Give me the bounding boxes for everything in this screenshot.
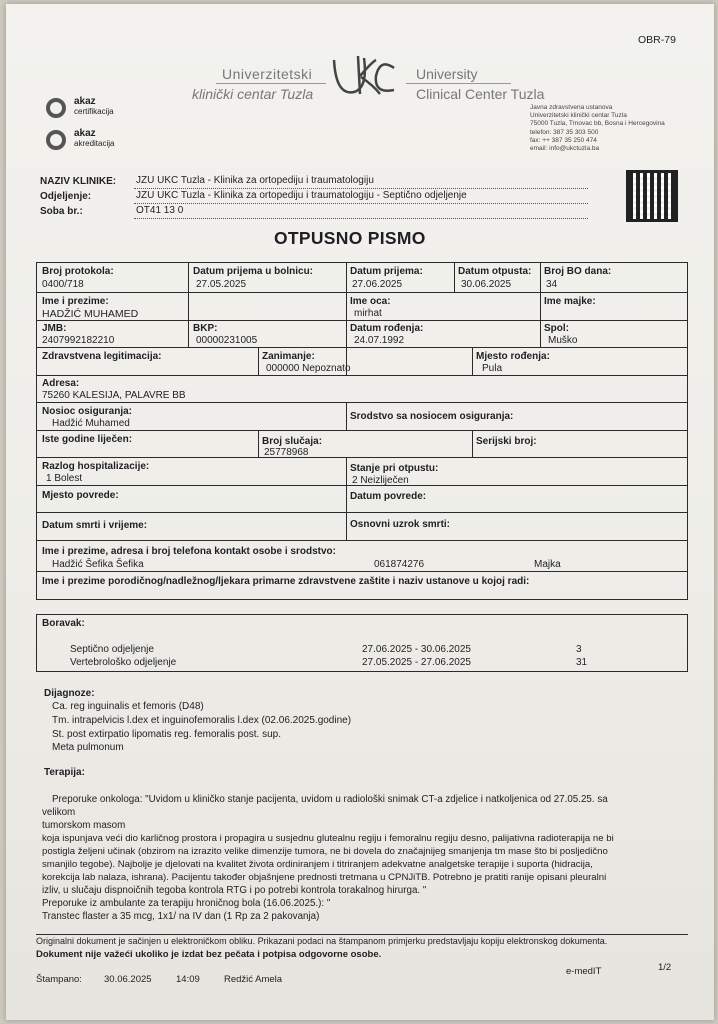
table-rule — [36, 347, 688, 348]
table-rule — [36, 512, 688, 513]
discharge-state-value: 2 Neizliječen — [352, 475, 409, 486]
jmb-label: JMB: — [42, 323, 67, 334]
dotted-line — [134, 203, 588, 204]
table-rule — [36, 457, 688, 458]
footer-rule — [36, 934, 688, 935]
stay-label: Boravak: — [42, 618, 85, 629]
mother-name-label: Ime majke: — [544, 296, 596, 307]
table-col-rule — [540, 262, 541, 320]
treated-same-year-label: Iste godine liječen: — [42, 434, 133, 445]
therapy-line: Preporuke onkologa: "Uvidom u kliničko stanje pacijenta, uvidom u radiološki snimak CT-a zdjelice i natkoljenica od 27.05.25. sa — [52, 794, 608, 805]
discharge-date-label: Datum otpusta: — [458, 266, 532, 277]
address-line: Javna zdravstvena ustanova — [530, 104, 613, 111]
header-name-en-1: University — [416, 66, 478, 82]
footer-system: e-medIT — [566, 966, 602, 977]
stay-dates: 27.06.2025 - 30.06.2025 — [362, 644, 471, 655]
address-line: email: info@ukctuzla.ba — [530, 145, 600, 153]
bkp-label: BKP: — [193, 323, 218, 334]
table-col-rule — [472, 430, 473, 457]
printed-time: 14:09 — [176, 974, 200, 985]
therapy-line: smanjilo tegobe). Najbolje je djelovati na kvalitet života ordiniranjem i titriranjem adekvatne analgetske terapije i suporta (hidracija, — [42, 859, 593, 870]
occupation-label: Zanimanje: — [262, 351, 315, 362]
birth-place-label: Mjesto rođenja: — [476, 351, 550, 362]
form-code: OBR-79 — [638, 34, 676, 46]
header-rule-right — [406, 83, 511, 84]
bo-days-label: Broj BO dana: — [544, 266, 612, 277]
name-label: Ime i prezime: — [42, 296, 109, 307]
header-name-en-2: Clinical Center Tuzla — [416, 86, 545, 102]
birth-date-value: 24.07.1992 — [354, 335, 405, 346]
injury-place-label: Mjesto povrede: — [42, 490, 119, 501]
birth-place-value: Pula — [482, 363, 503, 374]
insurance-holder-value: Hadžić Muhamed — [52, 418, 130, 429]
footer-note-original: Originalni dokument je sačinjen u elektroničkom obliku. Prikazani podaci na štampanom primjerku predstavljaju kopiju elektronskog dokumenta. — [36, 936, 608, 946]
hospitalization-reason-label: Razlog hospitalizacije: — [42, 461, 150, 472]
page-number: 1/2 — [658, 962, 672, 973]
table-rule — [36, 402, 688, 403]
table-col-rule — [258, 430, 259, 457]
case-number-label: Broj slučaja: — [262, 436, 323, 447]
contact-person-name: Hadžić Šefika Šefika — [52, 559, 144, 570]
address-line: Univerzitetski klinički centar Tuzla — [530, 112, 627, 120]
akaz-logo-icon — [46, 98, 66, 118]
diagnosis-line: Ca. reg inguinalis et femoris (D48) — [52, 701, 204, 712]
admission-date-value: 27.06.2025 — [352, 279, 403, 290]
hospital-admission-label: Datum prijema u bolnicu: — [193, 266, 314, 277]
table-col-rule — [540, 320, 541, 347]
protocol-value: 0400/718 — [42, 279, 84, 290]
qr-code — [626, 170, 678, 222]
jmb-value: 2407992182210 — [42, 335, 115, 346]
akaz-logo-icon — [46, 130, 66, 150]
table-col-rule — [188, 262, 189, 320]
diagnosis-line: Meta pulmonum — [52, 742, 124, 753]
address-label: Adresa: — [42, 378, 80, 389]
clinic-name-label: NAZIV KLINIKE: — [40, 176, 117, 187]
cert1-sub: certifikacija — [74, 107, 114, 116]
address-line: telefon: 387 35 303 500 — [530, 128, 599, 136]
protocol-label: Broj protokola: — [42, 266, 114, 277]
stay-days: 31 — [576, 657, 588, 668]
father-name-value: mirhat — [354, 308, 382, 319]
cert2-title: akaz — [74, 128, 96, 139]
cert2-sub: akreditacija — [74, 139, 115, 148]
table-rule — [36, 320, 688, 321]
birth-date-label: Datum rođenja: — [350, 323, 424, 334]
sex-label: Spol: — [544, 323, 569, 334]
header-name-local-1: Univerzitetski — [222, 66, 313, 82]
institution-address — [530, 104, 665, 153]
table-col-rule — [472, 347, 473, 375]
footer-note-validity: Dokument nije važeći ukoliko je izdat bez pečata i potpisa odgovorne osobe. — [36, 949, 382, 960]
discharge-state-label: Stanje pri otpustu: — [350, 463, 439, 474]
sex-value: Muško — [548, 335, 578, 346]
table-rule — [36, 540, 688, 541]
therapy-line: izliv, u slučaju dispnoičnih tegoba kontrola RTG i po potrebi kontrola torakalnog hirurga. " — [42, 885, 427, 896]
family-doctor-label: Ime i prezime porodičnog/nadležnog/ljekara primarne zdravstvene zaštite i naziv ustanove u kojoj radi: — [42, 576, 530, 587]
case-number-value: 25778968 — [264, 447, 309, 458]
injury-date-label: Datum povrede: — [350, 491, 427, 502]
name-value: HADŽIĆ MUHAMED — [42, 308, 139, 320]
admission-date-label: Datum prijema: — [350, 266, 423, 277]
header-name-local-2: klinički centar Tuzla — [192, 86, 314, 102]
department-label: Odjeljenje: — [40, 191, 92, 202]
diagnosis-line: St. post extirpatio lipomatis reg. femoralis post. sup. — [52, 729, 281, 740]
table-col-rule — [346, 262, 347, 292]
printed-label: Štampano: — [36, 974, 82, 985]
dotted-line — [134, 218, 588, 219]
printed-by: Redžić Amela — [224, 974, 283, 985]
bkp-value: 00000231005 — [196, 335, 258, 346]
holder-relation-label: Srodstvo sa nosiocem osiguranja: — [350, 411, 514, 422]
bo-days-value: 34 — [546, 279, 558, 290]
table-col-rule — [454, 262, 455, 292]
health-id-label: Zdravstvena legitimacija: — [42, 351, 162, 362]
therapy-line: Transtec flaster a 35 mcg, 1x1/ na IV dan (1 Rp za 2 pakovanja) — [42, 911, 320, 922]
stay-department: Septično odjeljenje — [70, 644, 154, 655]
table-col-rule — [346, 457, 347, 512]
ukc-logo — [328, 50, 398, 106]
address-line: 75000 Tuzla, Trnovac bb, Bosna i Hercegovina — [530, 120, 665, 128]
death-date-label: Datum smrti i vrijeme: — [42, 520, 148, 531]
therapy-line: koja ispunjava veći dio karličnog prostora i propagira u susjednu glutealnu regiju i femoralnu regiju desno, palijativna radioterapija ne bi — [42, 833, 614, 844]
table-rule — [36, 430, 688, 431]
father-name-label: Ime oca: — [350, 296, 391, 307]
stay-days: 3 — [576, 644, 582, 655]
therapy-line: velikom — [42, 807, 76, 818]
header-rule-left — [216, 83, 326, 84]
table-col-rule — [188, 320, 189, 347]
hospital-admission-value: 27.05.2025 — [196, 279, 247, 290]
diagnoses-label: Dijagnoze: — [44, 688, 95, 699]
department-value: JZU UKC Tuzla - Klinika za ortopediju i traumatologiju - Septično odjeljenje — [136, 190, 467, 201]
therapy-line: korekcija lab nalaza, ishrana). Pacijentu također objašnjene prednosti tretmana u CPNJiTB. Potrebno je pratiti ranije opisani pleuralni — [42, 872, 607, 883]
table-rule — [36, 375, 688, 376]
printed-date: 30.06.2025 — [104, 974, 152, 985]
document-page — [6, 4, 714, 1020]
occupation-value: 000000 Nepoznato — [266, 363, 351, 374]
table-col-rule — [346, 512, 347, 540]
contact-person-relation: Majka — [534, 559, 561, 570]
room-value: OT41 13 0 — [136, 205, 184, 216]
contact-person-phone: 061874276 — [374, 559, 425, 570]
therapy-line: Preporuke iz ambulante za terapiju hroničnog bola (16.06.2025.): " — [42, 898, 331, 909]
insurance-holder-label: Nosioc osiguranja: — [42, 406, 133, 417]
hospitalization-reason-value: 1 Bolest — [46, 473, 83, 484]
table-col-rule — [346, 402, 347, 430]
discharge-date-value: 30.06.2025 — [461, 279, 512, 290]
table-col-rule — [258, 347, 259, 375]
diagnosis-line: Tm. intrapelvicis l.dex et inguinofemoralis l.dex (02.06.2025.godine) — [52, 715, 352, 726]
therapy-label: Terapija: — [44, 767, 85, 778]
cert1-title: akaz — [74, 96, 96, 107]
stay-department: Vertebrološko odjeljenje — [70, 657, 177, 668]
serial-number-label: Serijski broj: — [476, 436, 537, 447]
address-value: 75260 KALESIJA, PALAVRE BB — [42, 390, 186, 401]
table-rule — [36, 571, 688, 572]
therapy-line: tumorskom masom — [42, 820, 126, 831]
death-cause-label: Osnovni uzrok smrti: — [350, 519, 451, 530]
room-label: Soba br.: — [40, 206, 83, 217]
therapy-line: postigla željeni učinak (obzirom na izrazito velike dimenzije tumora, ne bi dovela do značajnijeg smanjenja tm mase što bi posljedično — [42, 846, 608, 857]
clinic-name-value: JZU UKC Tuzla - Klinika za ortopediju i traumatologiju — [136, 175, 374, 186]
address-line: fax: ++ 387 35 250 474 — [530, 136, 597, 144]
stay-dates: 27.05.2025 - 27.06.2025 — [362, 657, 471, 668]
contact-person-label: Ime i prezime, adresa i broj telefona kontakt osobe i srodstvo: — [42, 546, 336, 557]
table-rule — [36, 292, 688, 293]
document-title: OTPUSNO PISMO — [274, 228, 426, 248]
dotted-line — [134, 188, 588, 189]
